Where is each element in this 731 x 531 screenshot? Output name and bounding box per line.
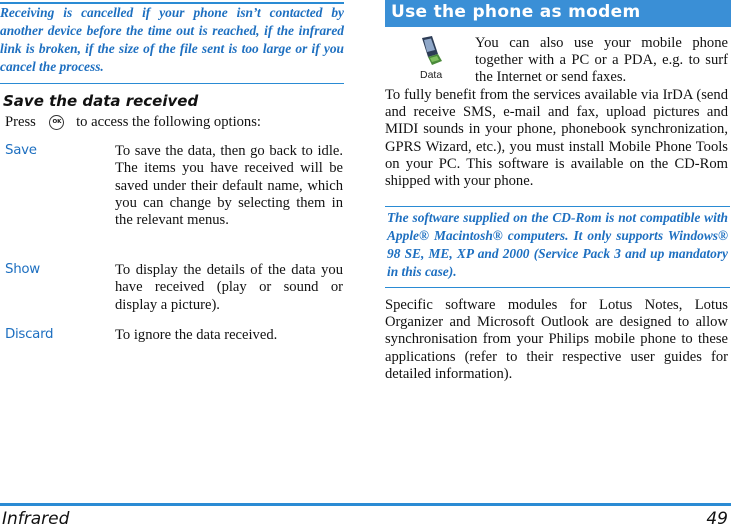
- compatibility-note: The software supplied on the CD-Rom is not compatible with Apple® Macintosh® computers. It only supports Windows® 98 SE, ME, XP and 2000 (Service Pack 3 and up mandatory in this case).: [387, 210, 728, 279]
- ok-key-icon: OK: [49, 115, 64, 130]
- option-discard-desc: To ignore the data received.: [115, 327, 278, 343]
- data-icon-label: Data: [420, 69, 443, 81]
- modules-paragraph: Specific software modules for Lotus Notes, Lotus Organizer and Microsoft Outlook are designed to allow synchronisation from your Philips mobile phone to these applications (refer to their respective user guides for detailed information).: [385, 297, 728, 382]
- phone-data-icon: [416, 34, 446, 68]
- irda-paragraph: To fully benefit from the services available via IrDA (send and receive SMS, e-mail and fax, upload pictures and MIDI sounds in your phone, phonebook synchronization, GPRS Wizard, etc.), you must install Mobile Phone Tools on your PC. This software is available on the CD-Rom shipped with your phone.: [385, 87, 728, 190]
- option-discard-term: Discard: [5, 327, 54, 342]
- option-show-desc: To display the details of the data you have received (play or sound or display a picture).: [115, 262, 343, 313]
- modem-intro: You can also use your mobile phone together with a PC or a PDA, e.g. to surf the Internet or send faxes.: [475, 35, 728, 86]
- footer-rule: [0, 503, 731, 506]
- receive-cancel-note: Receiving is cancelled if your phone isn’t contacted by another device before the time out is reached, if the infrared link is broken, if the size of the file sent is too large or if you cancel the process.: [0, 5, 344, 74]
- option-save-desc: To save the data, then go back to idle. The items you have received will be saved under their default name, which you can change by selecting them in the relevant menus.: [115, 143, 343, 229]
- right-note-rule-top: [385, 206, 730, 207]
- data-icon: [413, 34, 449, 84]
- right-note-rule-bottom: [385, 287, 730, 288]
- press-label: Press: [5, 114, 36, 130]
- section-banner: [385, 0, 731, 27]
- press-instruction: [5, 114, 345, 131]
- left-note-rule: [0, 83, 344, 84]
- press-suffix: to access the following options:: [76, 114, 261, 130]
- option-show-term: Show: [5, 262, 40, 277]
- section-title: Save the data received: [3, 92, 199, 110]
- banner-title: Use the phone as modem: [391, 2, 641, 22]
- footer-chapter: Infrared: [2, 509, 70, 529]
- page-number: 49: [706, 509, 728, 529]
- option-save-term: Save: [5, 143, 37, 158]
